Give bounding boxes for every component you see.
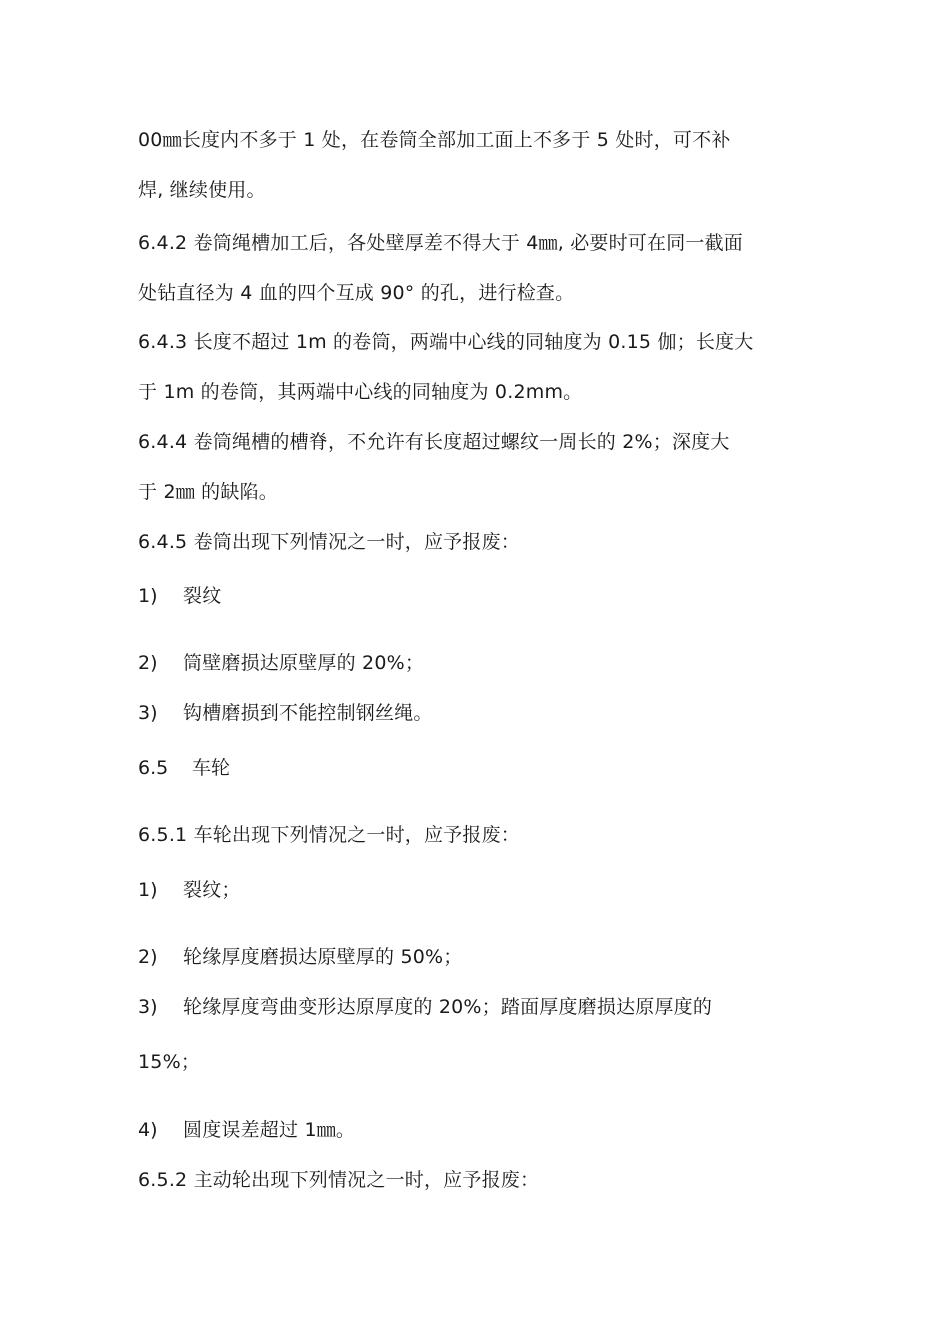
paragraph-continued-line-2: 焊, 继续使用。 (138, 179, 266, 201)
list-item-number: 1) (138, 585, 158, 607)
section-title: 车轮 (192, 757, 231, 779)
paragraph-6-4-2-line-2: 处钻直径为 4 血的四个互成 90° 的孔，进行检查。 (138, 282, 575, 304)
paragraph-6-4-5: 6.4.5 卷筒出现下列情况之一时，应予报废： (138, 531, 520, 553)
list-item-number: 2) (138, 946, 158, 968)
paragraph-6-4-2-line-1: 6.4.2 卷筒绳槽加工后，各处壁厚差不得大于 4㎜, 必要时可在同一截面 (138, 232, 743, 254)
list-item-text: 轮缘厚度弯曲变形达原厚度的 20%；踏面厚度磨损达原厚度的 (183, 996, 713, 1018)
list-item-text: 圆度误差超过 1㎜。 (183, 1119, 356, 1141)
paragraph-6-4-4-line-1: 6.4.4 卷筒绳槽的槽脊，不允许有长度超过螺纹一周长的 2%；深度大 (138, 431, 730, 453)
section-number: 6.5 (138, 757, 169, 779)
paragraph-6-4-3-line-2: 于 1m 的卷筒，其两端中心线的同轴度为 0.2mm。 (138, 381, 583, 403)
paragraph-6-4-3-line-1: 6.4.3 长度不超过 1m 的卷筒，两端中心线的同轴度为 0.15 伽；长度大 (138, 331, 754, 353)
paragraph-6-4-4-line-2: 于 2㎜ 的缺陷。 (138, 481, 278, 503)
list-item-text: 钩槽磨损到不能控制钢丝绳。 (183, 702, 433, 724)
list-item-text: 裂纹； (183, 879, 241, 901)
paragraph-6-5-1: 6.5.1 车轮出现下列情况之一时，应予报废： (138, 824, 520, 846)
list-item-number: 4) (138, 1119, 158, 1141)
list-item-number: 2) (138, 652, 158, 674)
list-item-text: 裂纹 (183, 585, 222, 607)
paragraph-continued-line-1: 00㎜长度内不多于 1 处，在卷筒全部加工面上不多于 5 处时，可不补 (138, 129, 731, 151)
list-item-number: 3) (138, 702, 158, 724)
list-item-number: 3) (138, 996, 158, 1018)
list-item-continuation: 15%； (138, 1051, 201, 1073)
paragraph-6-5-2: 6.5.2 主动轮出现下列情况之一时，应予报废： (138, 1169, 540, 1191)
list-item-text: 筒壁磨损达原壁厚的 20%； (183, 652, 425, 674)
list-item-number: 1) (138, 879, 158, 901)
list-item-text: 轮缘厚度磨损达原壁厚的 50%； (183, 946, 463, 968)
